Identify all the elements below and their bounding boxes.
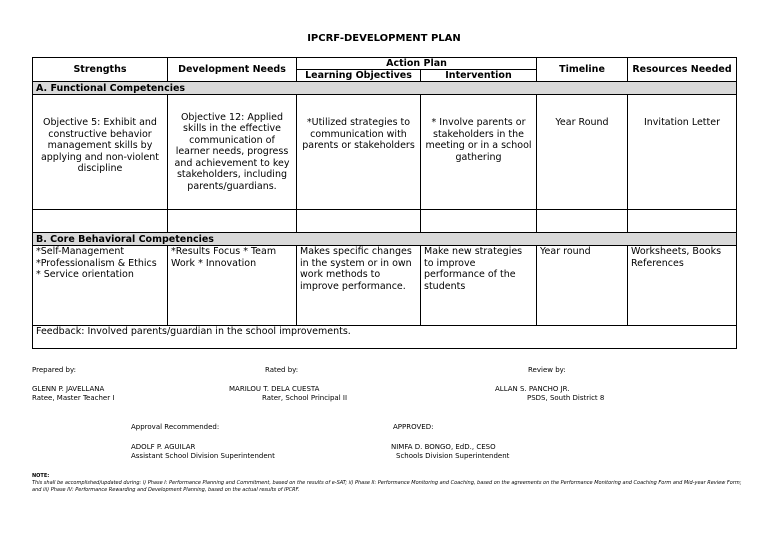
header-intervention: Intervention [421,70,537,82]
functional-strengths-cell: Objective 5: Exhibit and constructive behavior management skills by applying and non-violent discipline [33,95,168,210]
core-development-needs-cell: *Results Focus * Team Work * Innovation [168,246,297,326]
core-intervention-cell: Make new strategies to improve performance of the students [421,246,537,326]
ratee-name: GLENN P. JAVELLANA [32,385,105,393]
core-strengths-cell: *Self-Management *Professionalism & Ethics * Service orientation [33,246,168,326]
functional-learning-objectives-cell: *Utilized strategies to communication with parents or stakeholders [297,95,421,210]
approved-label: APPROVED: [393,423,434,431]
recommender-title: Assistant School Division Superintendent [131,452,275,460]
reviewer-name: ALLAN S. PANCHO JR. [495,385,570,393]
rater-name: MARILOU T. DELA CUESTA [229,385,320,393]
empty-row [33,210,737,233]
header-resources: Resources Needed [628,58,737,82]
footer-note [32,473,742,494]
core-resources-cell: Worksheets, Books References [628,246,737,326]
rater-title: Rater, School Principal II [262,394,348,402]
functional-development-needs-cell: Objective 12: Applied skills in the effective communication of learner needs, progress and achievement to key stakeholders, including parents/guardians. [168,95,297,210]
functional-resources-cell: Invitation Letter [628,95,737,210]
section-core-behavioral-competencies: B. Core Behavioral Competencies [33,233,737,246]
header-strengths: Strengths [33,58,168,82]
approver-name: NIMFA D. BONGO, EdD., CESO [391,443,496,451]
core-learning-objectives-cell: Makes specific changes in the system or in own work methods to improve performance. [297,246,421,326]
section-functional-competencies: A. Functional Competencies [33,82,737,95]
header-timeline: Timeline [537,58,628,82]
reviewer-title: PSDS, South District 8 [527,394,605,402]
review-by-label: Review by: [528,366,566,374]
functional-intervention-cell: * Involve parents or stakeholders in the meeting or in a school gathering [421,95,537,210]
feedback-cell: Feedback: Involved parents/guardian in the school improvements. [33,326,737,349]
recommender-name: ADOLF P. AGUILAR [131,443,196,451]
document-title: IPCRF-DEVELOPMENT PLAN [307,33,461,44]
core-timeline-cell: Year round [537,246,628,326]
note-text: This shall be accomplished/updated during: i) Phase I: Performance Planning and Commitment, based on the results of e-SAT; ii) Phase II: Performance Monitoring and Coaching, based on the agreements on the Performance Monitoring and Coaching Form and Mid-year Review Form; and iii) Phase IV: Performance Rewarding and Development Planning, based on the actual results of IPCRF. [32,480,742,493]
functional-timeline-cell: Year Round [537,95,628,210]
rated-by-label: Rated by: [265,366,299,374]
prepared-by-label: Prepared by: [32,366,76,374]
header-learning-objectives: Learning Objectives [297,70,421,82]
ratee-title: Ratee, Master Teacher I [32,394,115,402]
approver-title: Schools Division Superintendent [396,452,510,460]
header-action-plan: Action Plan [297,58,537,70]
note-label: NOTE: [32,473,50,479]
development-plan-table [32,57,737,349]
header-development-needs: Development Needs [168,58,297,82]
approval-recommended-label: Approval Recommended: [131,423,220,431]
